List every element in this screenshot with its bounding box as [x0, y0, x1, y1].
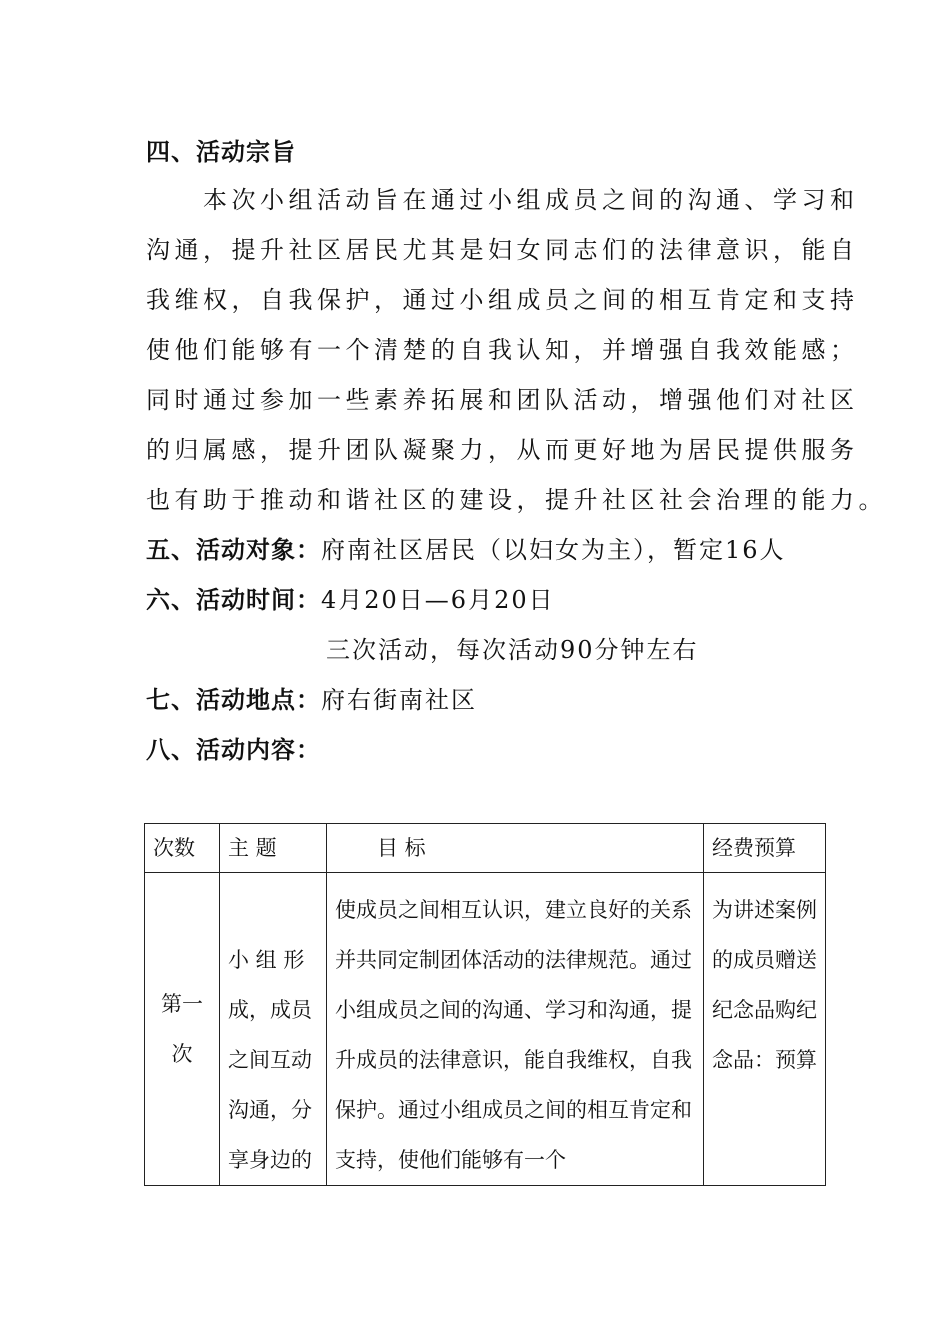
row-goal-text: 使成员之间相互认识，建立良好的关系并共同定制团体活动的法律规范。通过小组成员之间的沟通、学习和沟通，提升成员的法律意识，能自我维权，自我保护。通过小组成员之间的相互肯定和支持，使他们能够有一个 [335, 898, 692, 1172]
section-6-row [146, 584, 555, 616]
paragraph-line-1: 本次小组活动旨在通过小组成员之间的沟通、学习和 [146, 186, 859, 214]
row-budget-text: 为讲述案例的成员赠送纪念品购纪念品：预算 [712, 898, 817, 1072]
header-goal: 目 标 [327, 824, 704, 873]
row-budget-cell [704, 873, 826, 1186]
section-4-heading: 四、活动宗旨 [146, 138, 296, 166]
row-theme-cell [220, 873, 327, 1186]
paragraph-line-6: 的归属感，提升团队凝聚力，从而更好地为居民提供服务 [146, 436, 859, 464]
activity-content-table [144, 823, 826, 1186]
header-count: 次数 [145, 824, 220, 873]
section-8-label: 八、活动内容： [146, 736, 321, 764]
table-header-row [145, 824, 826, 873]
table-row [145, 873, 826, 1186]
paragraph-line-4: 使他们能够有一个清楚的自我认知，并增强自我效能感； [146, 336, 859, 364]
paragraph-line-5: 同时通过参加一些素养拓展和团队活动，增强他们对社区 [146, 386, 859, 414]
section-5-value: 府南社区居民（以妇女为主），暂定16人 [321, 536, 786, 564]
row-theme-text: 小 组 形成，成员之间互动沟通，分享身边的 [228, 948, 312, 1172]
section-5-row [146, 534, 786, 566]
section-7-row [146, 684, 477, 716]
row-count-text: 第一次 [161, 992, 203, 1066]
section-5-label: 五、活动对象： [146, 536, 321, 564]
paragraph-line-3: 我维权，自我保护，通过小组成员之间的相互肯定和支持 [146, 286, 859, 314]
section-6-value-line-2: 三次活动，每次活动90分钟左右 [326, 636, 699, 664]
paragraph-line-2: 沟通，提升社区居民尤其是妇女同志们的法律意识，能自 [146, 236, 859, 264]
section-7-label: 七、活动地点： [146, 686, 321, 714]
header-theme: 主 题 [220, 824, 327, 873]
section-6-value: 4月20日—6月20日 [321, 586, 555, 614]
row-goal-cell [327, 873, 704, 1186]
row-count-cell [145, 873, 220, 1186]
header-budget: 经费预算 [704, 824, 826, 873]
section-7-value: 府右街南社区 [321, 686, 477, 714]
paragraph-line-7: 也有助于推动和谐社区的建设，提升社区社会治理的能力。 [146, 486, 887, 514]
section-8-heading [146, 734, 321, 766]
section-6-label: 六、活动时间： [146, 586, 321, 614]
